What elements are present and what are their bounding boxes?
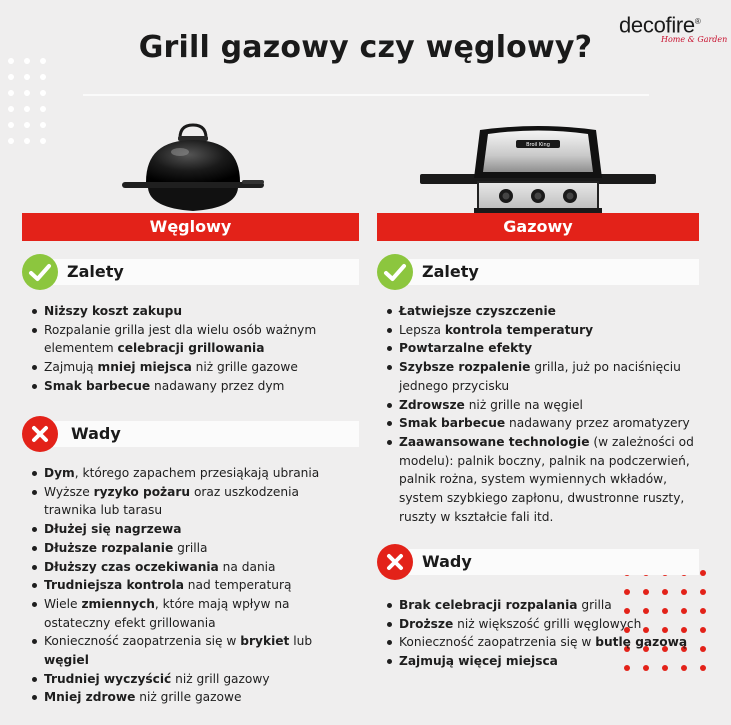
emphasis-text: Dłużej się nagrzewa [44,522,182,537]
emphasis-text: Łatwiejsze czyszczenie [399,304,556,318]
emphasis-text: Dłuższe rozpalanie [44,540,174,555]
item-text: nadawany przez aromatyzery [505,416,690,431]
right-cons-heading [377,547,699,577]
item-text: niż grille gazowe [191,360,298,375]
emphasis-text: Trudniej wyczyścić [44,671,172,686]
item-text: Konieczność zaopatrzenia się w [399,635,596,650]
item-text: nad temperaturą [183,578,292,593]
item-text: , które mają wpływ na ostateczny efekt grillowania [44,596,290,630]
list-item [30,670,350,689]
logo-tagline: Home & Garden [661,35,728,44]
emphasis-text: Mniej zdrowe [44,690,136,705]
list-item [30,377,346,396]
right-cons-list [385,596,701,671]
list-item [30,520,350,539]
list-item [385,596,701,615]
item-text: lub [289,634,313,649]
emphasis-text: celebracji grillowania [117,341,265,356]
emphasis-text: zmiennych [81,596,155,611]
list-item [385,633,701,652]
emphasis-text: Smak barbecue [399,416,506,431]
check-icon [377,254,413,290]
left-cons-list [30,464,350,707]
item-text: Rozpalanie grilla jest dla wielu osób ważnym elementem [44,322,317,356]
emphasis-text: Zdrowsze [399,397,465,412]
emphasis-text: Brak celebracji rozpalania [399,598,578,612]
emphasis-text: Dłuższy czas oczekiwania [44,559,219,574]
decorative-dot [681,589,687,595]
list-item [385,321,701,340]
cons-label: Wady [422,552,472,571]
item-text: na dania [218,559,276,574]
emphasis-text: Powtarzalne efekty [399,341,533,356]
emphasis-text: Niższy koszt zakupu [44,304,183,318]
list-item [385,358,701,395]
item-text: niż większość grilli węglowych [453,616,642,631]
decorative-dot [24,74,30,80]
item-text: niż grill gazowy [171,671,270,686]
item-text: nadawany przez dym [150,378,285,393]
decorative-dot [40,122,46,128]
decorative-dot [40,74,46,80]
item-text: Wyższe [44,484,94,499]
item-text: grilla [173,540,208,555]
item-text: Wiele [44,596,82,611]
logo-registered-mark: ® [694,17,701,26]
decorative-dot [24,138,30,144]
decorative-dot [24,106,30,112]
list-item [385,302,701,321]
pros-label: Zalety [422,262,479,281]
list-item [385,339,701,358]
item-text: Konieczność zaopatrzenia się w [44,634,241,649]
cross-icon [22,416,58,452]
decorative-dot [700,589,706,595]
check-icon [22,254,58,290]
decorative-dot [8,106,14,112]
item-text: (w zależności od modelu): palnik boczny, palnik na podczerwień, palnik rożna, system wymiennych wkładów, system szybkiego zapłonu, dwustronne ruszty, ruszty w kształcie fali itd. [399,434,694,524]
gas-banner: Gazowy [377,213,699,241]
pros-label: Zalety [67,262,124,281]
decorative-dot [8,122,14,128]
item-text: oraz uszkodzenia trawnika lub tarasu [44,484,299,518]
item-text: niż grille gazowe [135,690,242,705]
list-item [385,615,701,634]
decorative-dot [24,122,30,128]
decorative-dot [8,74,14,80]
item-text: niż grille na węgiel [464,397,583,412]
list-item [385,433,701,527]
emphasis-text: Zaawansowane technologie [399,434,590,449]
emphasis-text: Dym [44,466,75,480]
list-item [30,539,350,558]
list-item [30,558,350,577]
left-pros-heading [22,257,359,287]
list-item [385,652,701,671]
title-divider [83,94,649,96]
item-text: , którego zapachem przesiąkają ubrania [74,466,320,480]
decorative-dot [643,589,649,595]
decorative-dot [8,90,14,96]
decorative-dot [40,138,46,144]
right-pros-heading [377,257,699,287]
page-title: Grill gazowy czy węglowy? [138,30,593,65]
gas-grill-icon [418,124,658,214]
item-text: grilla [577,598,612,612]
list-item [30,358,346,377]
emphasis-text: butlę gazową [595,635,688,650]
cross-icon [377,544,413,580]
decorative-dot [40,106,46,112]
emphasis-text: ryzyko pożaru [93,484,191,499]
emphasis-text: brykiet [240,634,290,649]
charcoal-banner: Węglowy [22,213,359,241]
list-item [30,688,350,707]
right-pros-list [385,302,701,526]
left-pros-list [30,302,346,396]
decorative-dot [40,90,46,96]
decorative-dot [700,570,706,576]
list-item [30,302,346,321]
cons-label: Wady [71,424,121,443]
list-item [385,396,701,415]
emphasis-text: węgiel [44,653,89,668]
list-item [30,464,350,483]
logo-brand: decofire [619,12,695,38]
list-item [30,576,350,595]
item-text: grilla, już po naciśnięciu jednego przycisku [399,360,681,393]
item-text: Zajmują [44,360,98,375]
emphasis-text: Zajmują więcej miejsca [399,654,558,669]
list-item [385,414,701,433]
emphasis-text: Droższe [399,616,454,631]
decorative-dot [662,589,668,595]
emphasis-text: Szybsze rozpalenie [399,360,531,375]
emphasis-text: mniej miejsca [97,360,192,375]
charcoal-kettle-grill-icon [118,122,268,214]
decorative-dot [24,90,30,96]
emphasis-text: Smak barbecue [44,378,151,393]
item-text: Lepsza [399,322,445,337]
decorative-dot [8,138,14,144]
left-cons-heading [22,419,359,449]
list-item [30,483,350,520]
list-item [30,321,346,358]
emphasis-text: kontrola temperatury [444,322,594,337]
list-item [30,632,350,669]
grill-badge-label: Broil King [526,142,550,148]
list-item [30,595,350,632]
emphasis-text: Trudniejsza kontrola [44,578,184,593]
decorative-dot [624,589,630,595]
